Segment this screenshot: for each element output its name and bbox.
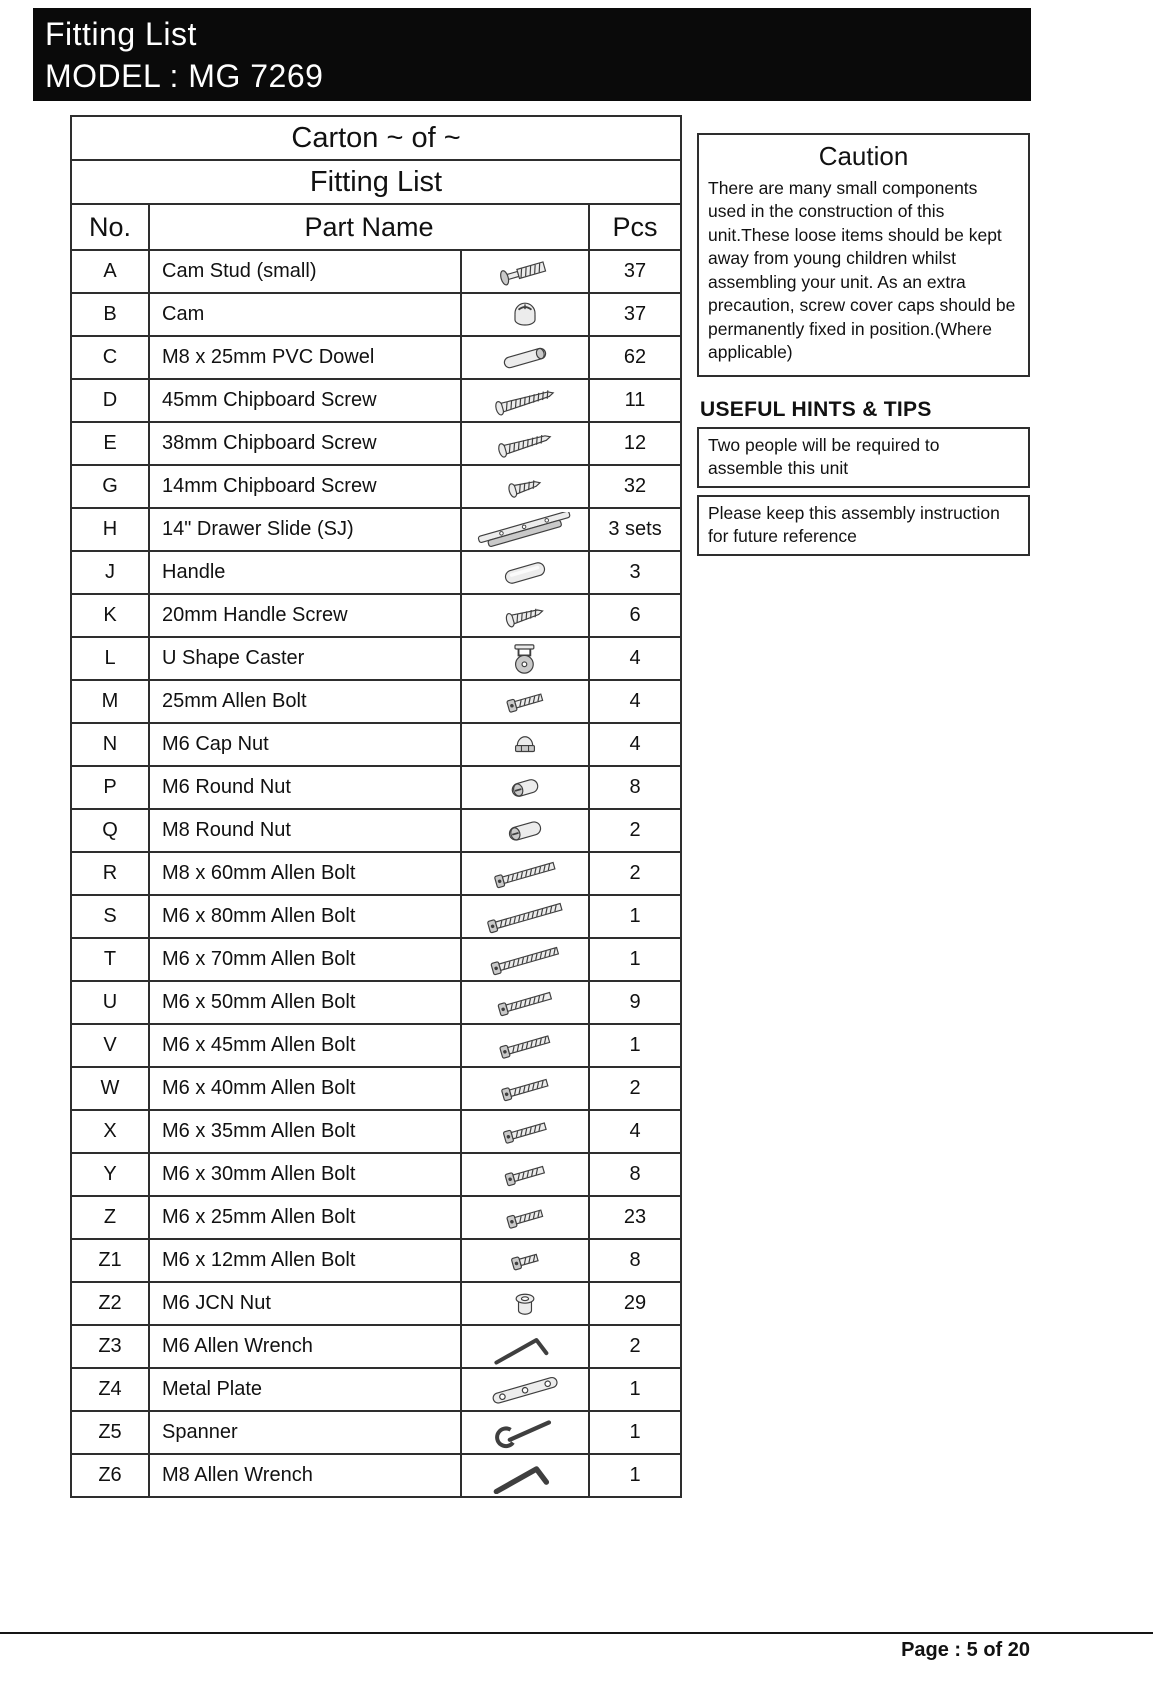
allen-bolt-70-icon bbox=[461, 938, 589, 981]
row-part-name: M6 x 30mm Allen Bolt bbox=[149, 1153, 461, 1196]
table-row bbox=[71, 637, 681, 680]
table-row bbox=[71, 508, 681, 551]
row-no: Y bbox=[71, 1153, 149, 1196]
hint-keep-instructions: Please keep this assembly instruction for future reference bbox=[697, 495, 1030, 556]
row-pcs: 2 bbox=[589, 809, 681, 852]
table-subtitle: Fitting List bbox=[71, 160, 681, 204]
allen-bolt-45-icon bbox=[461, 1024, 589, 1067]
table-row bbox=[71, 981, 681, 1024]
row-part-name: Handle bbox=[149, 551, 461, 594]
allen-bolt-25-icon bbox=[461, 1196, 589, 1239]
table-row bbox=[71, 1024, 681, 1067]
caution-title: Caution bbox=[818, 141, 909, 171]
row-part-name: 38mm Chipboard Screw bbox=[149, 422, 461, 465]
pvc-dowel-icon bbox=[461, 336, 589, 379]
caution-text: There are many small components used in the construction of this unit.These loose items should be kept away from young children whilst assembling your unit. As an extra precaution, screw cover caps should be permanently fixed in position.(Where applicable) bbox=[708, 178, 1016, 363]
table-subtitle-row bbox=[71, 160, 681, 204]
row-no: H bbox=[71, 508, 149, 551]
jcn-nut-icon bbox=[461, 1282, 589, 1325]
col-header-pcs: Pcs bbox=[589, 204, 681, 250]
table-row bbox=[71, 766, 681, 809]
table-row bbox=[71, 1325, 681, 1368]
table-row bbox=[71, 594, 681, 637]
table-row bbox=[71, 379, 681, 422]
handle-icon bbox=[461, 551, 589, 594]
row-part-name: M6 Cap Nut bbox=[149, 723, 461, 766]
round-nut-m6-icon bbox=[461, 766, 589, 809]
row-no: Z6 bbox=[71, 1454, 149, 1497]
row-part-name: Cam Stud (small) bbox=[149, 250, 461, 293]
row-no: Z5 bbox=[71, 1411, 149, 1454]
table-row bbox=[71, 293, 681, 336]
row-no: N bbox=[71, 723, 149, 766]
row-pcs: 1 bbox=[589, 1411, 681, 1454]
allen-bolt-25-icon bbox=[461, 680, 589, 723]
row-part-name: Metal Plate bbox=[149, 1368, 461, 1411]
row-pcs: 8 bbox=[589, 766, 681, 809]
cap-nut-icon bbox=[461, 723, 589, 766]
table-row bbox=[71, 422, 681, 465]
table-row bbox=[71, 336, 681, 379]
row-pcs: 4 bbox=[589, 680, 681, 723]
row-pcs: 37 bbox=[589, 250, 681, 293]
chipboard-screw-14-icon bbox=[461, 465, 589, 508]
row-no: Z2 bbox=[71, 1282, 149, 1325]
m8-allen-wrench-icon bbox=[461, 1454, 589, 1497]
row-pcs: 29 bbox=[589, 1282, 681, 1325]
row-no: U bbox=[71, 981, 149, 1024]
drawer-slide-icon bbox=[461, 508, 589, 551]
carton-header-row bbox=[71, 116, 681, 160]
allen-bolt-40-icon bbox=[461, 1067, 589, 1110]
row-part-name: 14mm Chipboard Screw bbox=[149, 465, 461, 508]
row-pcs: 2 bbox=[589, 852, 681, 895]
row-pcs: 23 bbox=[589, 1196, 681, 1239]
row-no: B bbox=[71, 293, 149, 336]
row-no: C bbox=[71, 336, 149, 379]
row-part-name: M8 Round Nut bbox=[149, 809, 461, 852]
allen-bolt-80-icon bbox=[461, 895, 589, 938]
row-pcs: 1 bbox=[589, 1454, 681, 1497]
allen-bolt-50-icon bbox=[461, 981, 589, 1024]
row-part-name: M8 Allen Wrench bbox=[149, 1454, 461, 1497]
row-no: E bbox=[71, 422, 149, 465]
table-row bbox=[71, 680, 681, 723]
row-pcs: 62 bbox=[589, 336, 681, 379]
document-title: Fitting List bbox=[45, 16, 197, 52]
caution-box bbox=[697, 133, 1030, 377]
row-no: M bbox=[71, 680, 149, 723]
row-no: A bbox=[71, 250, 149, 293]
row-part-name: M6 x 70mm Allen Bolt bbox=[149, 938, 461, 981]
row-pcs: 12 bbox=[589, 422, 681, 465]
row-part-name: M6 Allen Wrench bbox=[149, 1325, 461, 1368]
row-no: G bbox=[71, 465, 149, 508]
row-no: D bbox=[71, 379, 149, 422]
row-no: Q bbox=[71, 809, 149, 852]
row-part-name: M6 x 40mm Allen Bolt bbox=[149, 1067, 461, 1110]
row-pcs: 3 bbox=[589, 551, 681, 594]
footer-rule bbox=[0, 1632, 1153, 1634]
row-pcs: 1 bbox=[589, 1024, 681, 1067]
hint-two-people: Two people will be required to assemble this unit bbox=[697, 427, 1030, 488]
row-part-name: M6 x 35mm Allen Bolt bbox=[149, 1110, 461, 1153]
row-part-name: Cam bbox=[149, 293, 461, 336]
spanner-icon bbox=[461, 1411, 589, 1454]
fitting-list-table bbox=[70, 115, 682, 1498]
row-part-name: M6 Round Nut bbox=[149, 766, 461, 809]
row-no: J bbox=[71, 551, 149, 594]
table-row bbox=[71, 1239, 681, 1282]
metal-plate-icon bbox=[461, 1368, 589, 1411]
row-part-name: 20mm Handle Screw bbox=[149, 594, 461, 637]
cam-stud-icon bbox=[461, 250, 589, 293]
col-header-part-name: Part Name bbox=[149, 204, 589, 250]
row-pcs: 37 bbox=[589, 293, 681, 336]
row-part-name: M6 x 25mm Allen Bolt bbox=[149, 1196, 461, 1239]
page-header bbox=[33, 8, 1031, 101]
row-pcs: 8 bbox=[589, 1239, 681, 1282]
useful-hints-title: USEFUL HINTS & TIPS bbox=[700, 398, 932, 421]
page-number: Page : 5 of 20 bbox=[901, 1639, 1030, 1661]
row-no: X bbox=[71, 1110, 149, 1153]
table-row bbox=[71, 852, 681, 895]
chipboard-screw-38-icon bbox=[461, 422, 589, 465]
table-row bbox=[71, 1110, 681, 1153]
table-row bbox=[71, 938, 681, 981]
table-row bbox=[71, 1067, 681, 1110]
table-row bbox=[71, 465, 681, 508]
row-no: S bbox=[71, 895, 149, 938]
row-pcs: 8 bbox=[589, 1153, 681, 1196]
row-pcs: 6 bbox=[589, 594, 681, 637]
row-pcs: 4 bbox=[589, 637, 681, 680]
row-no: W bbox=[71, 1067, 149, 1110]
row-no: Z4 bbox=[71, 1368, 149, 1411]
table-row bbox=[71, 895, 681, 938]
row-part-name: M6 x 12mm Allen Bolt bbox=[149, 1239, 461, 1282]
row-no: T bbox=[71, 938, 149, 981]
row-no: Z bbox=[71, 1196, 149, 1239]
row-pcs: 9 bbox=[589, 981, 681, 1024]
table-row bbox=[71, 1368, 681, 1411]
row-pcs: 11 bbox=[589, 379, 681, 422]
col-header-no: No. bbox=[71, 204, 149, 250]
row-no: K bbox=[71, 594, 149, 637]
row-pcs: 1 bbox=[589, 1368, 681, 1411]
table-row bbox=[71, 551, 681, 594]
column-header-row bbox=[71, 204, 681, 250]
allen-bolt-30-icon bbox=[461, 1153, 589, 1196]
row-part-name: U Shape Caster bbox=[149, 637, 461, 680]
allen-wrench-icon bbox=[461, 1325, 589, 1368]
row-part-name: M8 x 25mm PVC Dowel bbox=[149, 336, 461, 379]
row-pcs: 1 bbox=[589, 895, 681, 938]
row-part-name: M6 JCN Nut bbox=[149, 1282, 461, 1325]
row-part-name: M6 x 50mm Allen Bolt bbox=[149, 981, 461, 1024]
row-part-name: M6 x 45mm Allen Bolt bbox=[149, 1024, 461, 1067]
allen-bolt-60-icon bbox=[461, 852, 589, 895]
carton-header: Carton ~ of ~ bbox=[71, 116, 681, 160]
row-no: L bbox=[71, 637, 149, 680]
cam-icon bbox=[461, 293, 589, 336]
row-part-name: M8 x 60mm Allen Bolt bbox=[149, 852, 461, 895]
row-no: Z1 bbox=[71, 1239, 149, 1282]
table-row bbox=[71, 1454, 681, 1497]
table-row bbox=[71, 1153, 681, 1196]
table-row bbox=[71, 809, 681, 852]
row-part-name: 45mm Chipboard Screw bbox=[149, 379, 461, 422]
row-pcs: 3 sets bbox=[589, 508, 681, 551]
row-part-name: 14" Drawer Slide (SJ) bbox=[149, 508, 461, 551]
row-pcs: 1 bbox=[589, 938, 681, 981]
row-pcs: 2 bbox=[589, 1325, 681, 1368]
model-number: MODEL : MG 7269 bbox=[45, 58, 324, 95]
row-no: V bbox=[71, 1024, 149, 1067]
row-part-name: 25mm Allen Bolt bbox=[149, 680, 461, 723]
allen-bolt-12-icon bbox=[461, 1239, 589, 1282]
row-pcs: 4 bbox=[589, 1110, 681, 1153]
table-row bbox=[71, 1196, 681, 1239]
caster-icon bbox=[461, 637, 589, 680]
handle-screw-icon bbox=[461, 594, 589, 637]
row-pcs: 32 bbox=[589, 465, 681, 508]
row-part-name: Spanner bbox=[149, 1411, 461, 1454]
round-nut-m8-icon bbox=[461, 809, 589, 852]
fitting-table-body bbox=[71, 250, 681, 1497]
row-no: P bbox=[71, 766, 149, 809]
row-no: Z3 bbox=[71, 1325, 149, 1368]
table-row bbox=[71, 1282, 681, 1325]
table-row bbox=[71, 250, 681, 293]
row-no: R bbox=[71, 852, 149, 895]
allen-bolt-35-icon bbox=[461, 1110, 589, 1153]
row-pcs: 4 bbox=[589, 723, 681, 766]
chipboard-screw-45-icon bbox=[461, 379, 589, 422]
row-pcs: 2 bbox=[589, 1067, 681, 1110]
table-row bbox=[71, 723, 681, 766]
table-row bbox=[71, 1411, 681, 1454]
row-part-name: M6 x 80mm Allen Bolt bbox=[149, 895, 461, 938]
